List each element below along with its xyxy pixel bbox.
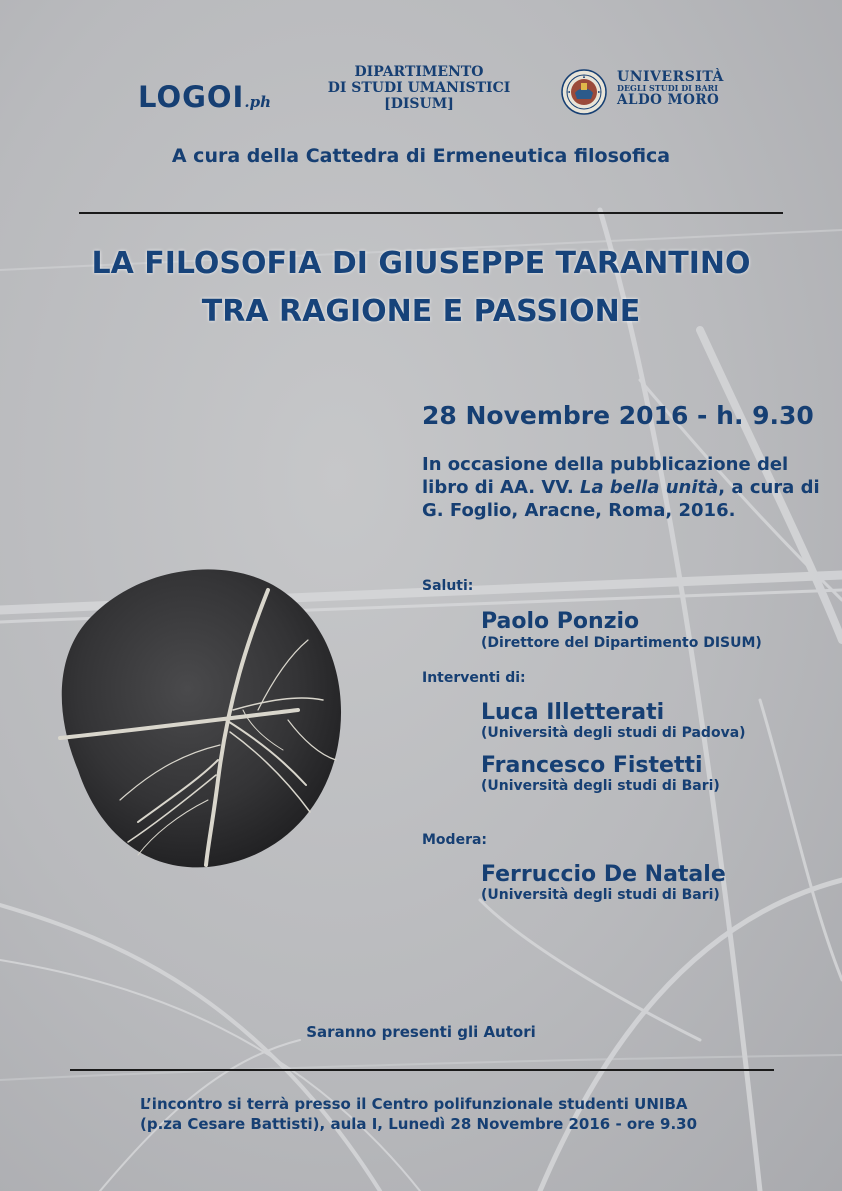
greeter-name: Paolo Ponzio [481,609,640,634]
authors-present: Saranno presenti gli Autori [306,1023,536,1041]
speaker-affiliation: (Università degli studi di Padova) [481,725,746,741]
curated-by: A cura della Cattedra di Ermeneutica filosofica [171,145,671,167]
department-line3: [DISUM] [384,96,454,112]
greetings-label: Saluti: [422,578,474,594]
university-line1: UNIVERSITÀ [617,69,724,85]
logoi-suffix: .ph [244,93,271,111]
header-divider [79,212,783,214]
event-date: 28 Novembre 2016 - h. 9.30 [422,401,814,430]
talks-label: Interventi di: [422,670,526,686]
footer-divider [70,1069,774,1071]
logoi-main: LOGOI [138,80,245,114]
title-line2: TRA RAGIONE E PASSIONE [201,294,641,329]
event-occasion [422,453,822,522]
university-line2: DEGLI STUDI DI BARI [617,83,719,93]
speaker-name: Luca Illetterati [481,700,665,725]
speaker-name: Francesco Fistetti [481,753,703,778]
venue-line1: L’incontro si terrà presso il Centro polifunzionale studenti UNIBA [140,1095,688,1113]
department-line2: DI STUDI UMANISTICI [327,80,511,96]
occasion-pre: In occasione della pubblicazione del libro di AA. VV. [422,454,789,498]
speaker-affiliation: (Università degli studi di Bari) [481,778,720,794]
venue-info [140,1094,697,1134]
title-line1: LA FILOSOFIA DI GIUSEPPE TARANTINO [91,246,751,281]
university-seal-icon [561,69,607,115]
moderator-name: Ferruccio De Natale [481,862,726,887]
university-line3: ALDO MORO [617,92,720,108]
book-title: La bella unità [580,477,719,498]
stone-image [58,560,348,870]
logoi-logo [138,80,271,114]
university-name [617,70,724,107]
moderator-label: Modera: [422,832,488,848]
occasion-post: , a cura di G. Foglio, Aracne, Roma, 2016. [422,477,820,521]
department-line1: DIPARTIMENTO [354,64,484,80]
greeter-affiliation: (Direttore del Dipartimento DISUM) [481,635,762,651]
venue-line2: (p.za Cesare Battisti), aula I, Lunedì 28 Novembre 2016 - ore 9.30 [140,1115,698,1133]
moderator-affiliation: (Università degli studi di Bari) [481,887,720,903]
department-name [318,64,520,112]
event-title [0,240,842,336]
